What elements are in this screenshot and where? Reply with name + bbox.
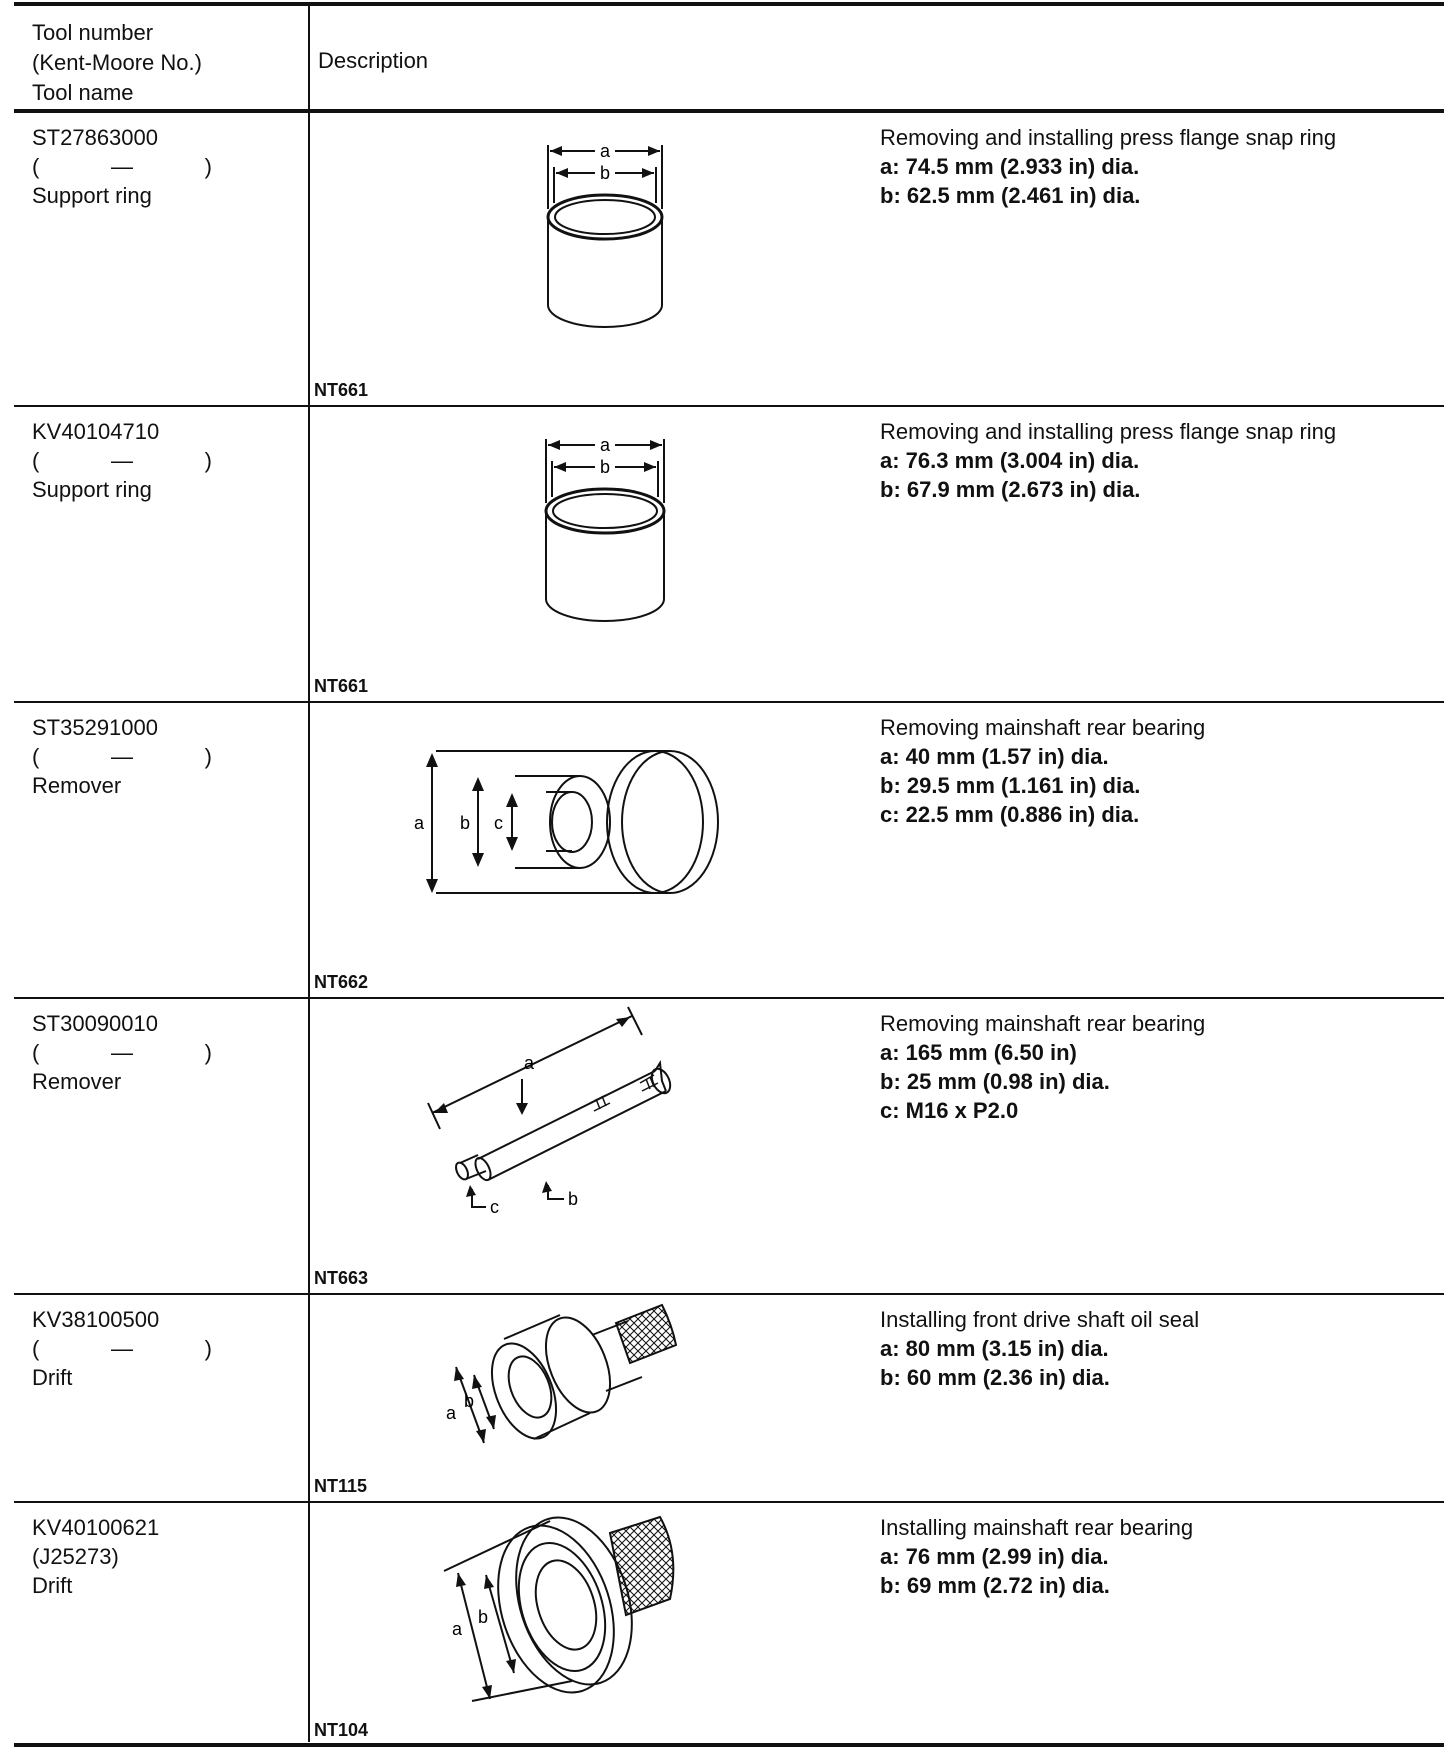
figure-code: NT661 — [314, 676, 369, 696]
km-open: ( — [32, 744, 40, 769]
tool-number: KV40104710 — [32, 419, 160, 444]
km-close: ) — [204, 1040, 212, 1065]
dimension-label-b: b — [599, 457, 611, 477]
tool-id-cell — [32, 417, 212, 504]
km-value: — — [111, 448, 133, 473]
tool-name: Support ring — [32, 477, 152, 502]
dimension-label-a: a — [446, 1403, 457, 1423]
header-line: Tool name — [32, 80, 134, 105]
tool-id-cell — [32, 1513, 159, 1600]
dimension-label-b: b — [464, 1391, 475, 1411]
km-value: — — [111, 744, 133, 769]
description-cell — [880, 417, 1336, 504]
stepped-remover-icon — [310, 703, 870, 993]
drift-icon — [310, 1295, 870, 1499]
table-row — [14, 703, 1444, 999]
kent-moore-number: (J25273) — [32, 1544, 119, 1569]
dimension-label-c: c — [494, 813, 503, 833]
description-cell — [880, 123, 1336, 210]
tool-name: Drift — [32, 1573, 73, 1598]
support-ring-icon — [310, 407, 870, 697]
tool-number: KV40100621 — [32, 1515, 160, 1540]
table-top-rule — [14, 2, 1444, 6]
spec-line: a: 76 mm (2.99 in) dia. — [880, 1544, 1109, 1569]
tool-number: ST30090010 — [32, 1011, 158, 1036]
description-cell — [880, 1009, 1205, 1125]
dimension-label-b: b — [460, 813, 471, 833]
spec-line: a: 76.3 mm (3.004 in) dia. — [880, 448, 1140, 473]
tool-name: Support ring — [32, 183, 152, 208]
table-row — [14, 1503, 1444, 1747]
dimension-label-b: b — [599, 163, 611, 183]
kent-moore-number — [32, 446, 212, 475]
spec-line: c: 22.5 mm (0.886 in) dia. — [880, 802, 1140, 827]
dimension-label-a: a — [452, 1619, 463, 1639]
spec-line: b: 25 mm (0.98 in) dia. — [880, 1069, 1110, 1094]
figure-code: NT662 — [314, 972, 369, 992]
tool-id-cell — [32, 123, 212, 210]
tool-id-cell — [32, 713, 212, 800]
km-open: ( — [32, 1040, 40, 1065]
figure-code: NT661 — [314, 380, 369, 400]
km-open: ( — [32, 1336, 40, 1361]
description-title: Installing mainshaft rear bearing — [880, 1515, 1194, 1540]
dimension-label-a: a — [599, 435, 611, 455]
dimension-label-b: b — [478, 1607, 489, 1627]
header-line: (Kent-Moore No.) — [32, 50, 202, 75]
spec-line: a: 165 mm (6.50 in) — [880, 1040, 1077, 1065]
spec-line: b: 69 mm (2.72 in) dia. — [880, 1573, 1110, 1598]
kent-moore-number — [32, 1334, 212, 1363]
km-open: ( — [32, 448, 40, 473]
header-tool-column — [32, 18, 202, 108]
kent-moore-number — [32, 742, 212, 771]
spec-line: b: 29.5 mm (1.161 in) dia. — [880, 773, 1141, 798]
description-title: Removing mainshaft rear bearing — [880, 715, 1206, 740]
km-close: ) — [204, 1336, 212, 1361]
dimension-label-a: a — [414, 813, 425, 833]
description-cell — [880, 713, 1205, 829]
description-title: Installing front drive shaft oil seal — [880, 1307, 1200, 1332]
dimension-label-b: b — [568, 1189, 579, 1209]
support-ring-icon — [310, 113, 870, 403]
description-cell — [880, 1305, 1199, 1392]
figure-code: NT104 — [314, 1720, 369, 1740]
large-drift-icon — [310, 1503, 870, 1741]
table-row — [14, 1295, 1444, 1503]
spec-line: b: 62.5 mm (2.461 in) dia. — [880, 183, 1141, 208]
km-close: ) — [204, 744, 212, 769]
dimension-label-c: c — [490, 1197, 499, 1217]
tool-number: KV38100500 — [32, 1307, 160, 1332]
rod-remover-icon — [310, 999, 870, 1289]
header-line: Tool number — [32, 20, 154, 45]
spec-line: c: M16 x P2.0 — [880, 1098, 1019, 1123]
kent-moore-number — [32, 1038, 212, 1067]
tool-name: Remover — [32, 773, 122, 798]
km-close: ) — [204, 154, 212, 179]
spec-line: b: 67.9 mm (2.673 in) dia. — [880, 477, 1141, 502]
km-value: — — [111, 154, 133, 179]
description-title: Removing and installing press flange snap ring — [880, 125, 1337, 150]
description-title: Removing and installing press flange snap ring — [880, 419, 1337, 444]
kent-moore-number — [32, 152, 212, 181]
tool-number: ST35291000 — [32, 715, 158, 740]
spec-line: a: 40 mm (1.57 in) dia. — [880, 744, 1109, 769]
figure-code: NT663 — [314, 1268, 369, 1288]
spec-line: b: 60 mm (2.36 in) dia. — [880, 1365, 1110, 1390]
tool-id-cell — [32, 1009, 212, 1096]
tool-number: ST27863000 — [32, 125, 158, 150]
tool-name: Remover — [32, 1069, 122, 1094]
km-value: — — [111, 1336, 133, 1361]
table-row — [14, 999, 1444, 1295]
tool-name: Drift — [32, 1365, 73, 1390]
table-row — [14, 407, 1444, 703]
description-cell — [880, 1513, 1193, 1600]
special-tools-table — [14, 0, 1446, 1752]
dimension-label-a: a — [524, 1053, 535, 1073]
figure-code: NT115 — [314, 1476, 368, 1496]
km-open: ( — [32, 154, 40, 179]
tool-id-cell — [32, 1305, 212, 1392]
table-row — [14, 113, 1444, 407]
dimension-label-a: a — [599, 141, 611, 161]
description-title: Removing mainshaft rear bearing — [880, 1011, 1206, 1036]
spec-line: a: 80 mm (3.15 in) dia. — [880, 1336, 1109, 1361]
header-description: Description — [318, 48, 429, 73]
table-bottom-rule — [14, 1743, 1444, 1747]
km-value: — — [111, 1040, 133, 1065]
km-close: ) — [204, 448, 212, 473]
spec-line: a: 74.5 mm (2.933 in) dia. — [880, 154, 1140, 179]
